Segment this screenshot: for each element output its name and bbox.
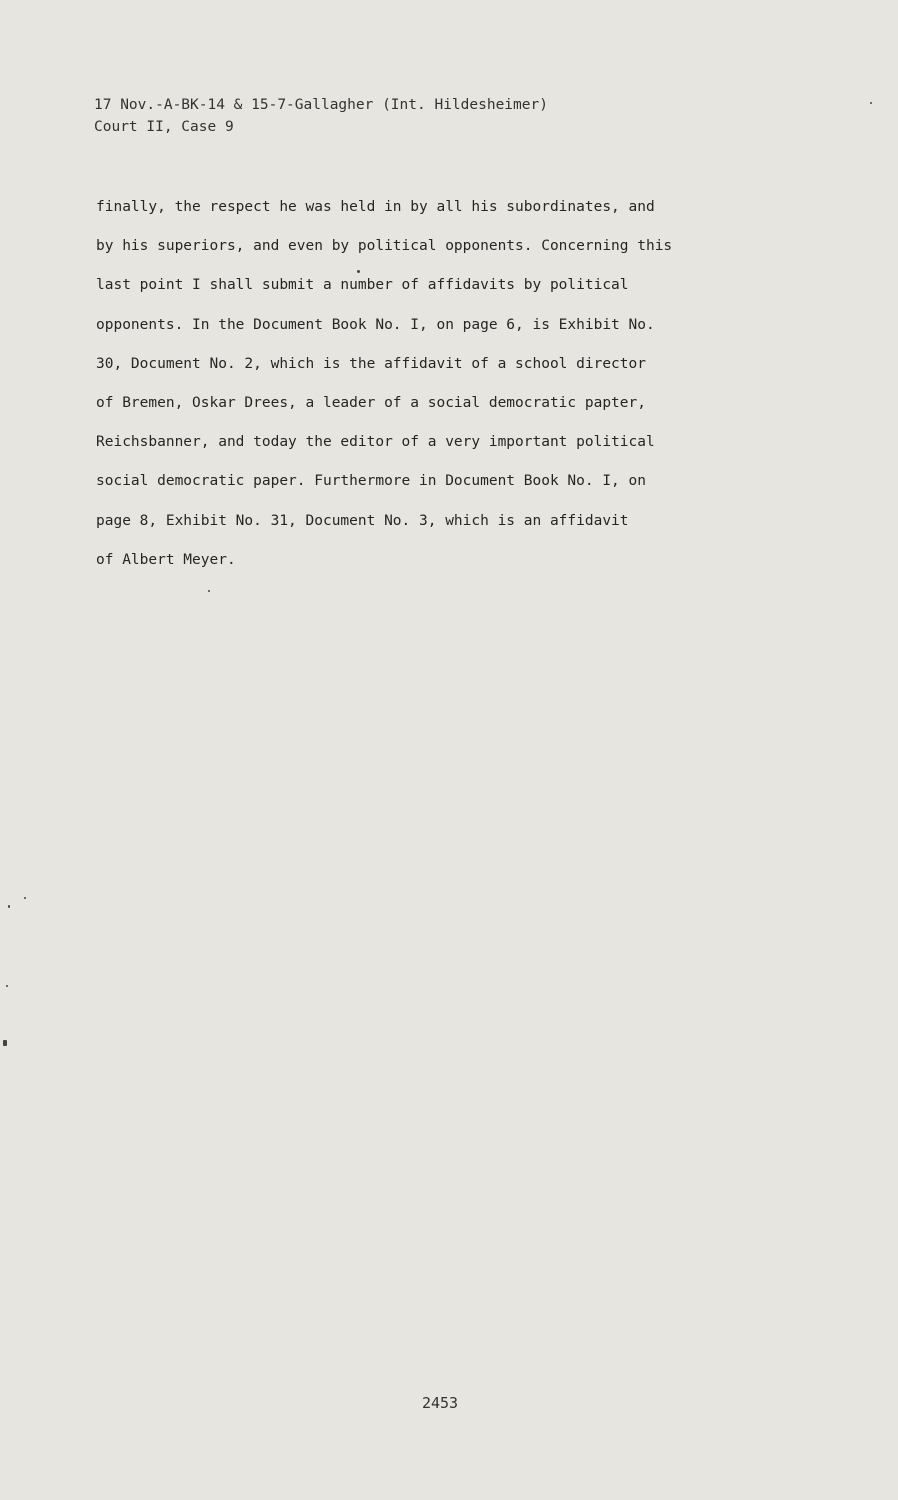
body-line: of Albert Meyer.	[96, 551, 236, 568]
transcript-body	[96, 188, 776, 580]
page-number: 2453	[421, 1394, 459, 1412]
body-line: social democratic paper. Furthermore in Document Book No. I, on	[96, 473, 646, 490]
document-header	[94, 94, 548, 138]
scan-speck	[24, 897, 26, 899]
body-line: by his superiors, and even by political opponents. Concerning this	[96, 238, 673, 255]
header-reference-line: 17 Nov.-A-BK-14 & 15-7-Gallagher (Int. Hildesheimer)	[94, 97, 548, 113]
scan-speck	[8, 905, 10, 908]
scan-speck	[357, 270, 360, 273]
header-court-line: Court II, Case 9	[94, 119, 234, 135]
scan-speck	[3, 1040, 7, 1046]
body-line: opponents. In the Document Book No. I, on page 6, is Exhibit No.	[96, 316, 655, 333]
body-line: last point I shall submit a number of affidavits by political	[96, 277, 629, 294]
body-line: Reichsbanner, and today the editor of a very important political	[96, 434, 655, 451]
body-line: of Bremen, Oskar Drees, a leader of a social democratic papter,	[96, 394, 646, 411]
body-line: page 8, Exhibit No. 31, Document No. 3, which is an affidavit	[96, 512, 629, 529]
body-line: finally, the respect he was held in by all his subordinates, and	[96, 199, 655, 215]
scan-speck	[6, 985, 8, 987]
scan-speck	[870, 102, 872, 104]
scan-speck	[208, 590, 210, 592]
body-line: 30, Document No. 2, which is the affidavit of a school director	[96, 355, 646, 372]
